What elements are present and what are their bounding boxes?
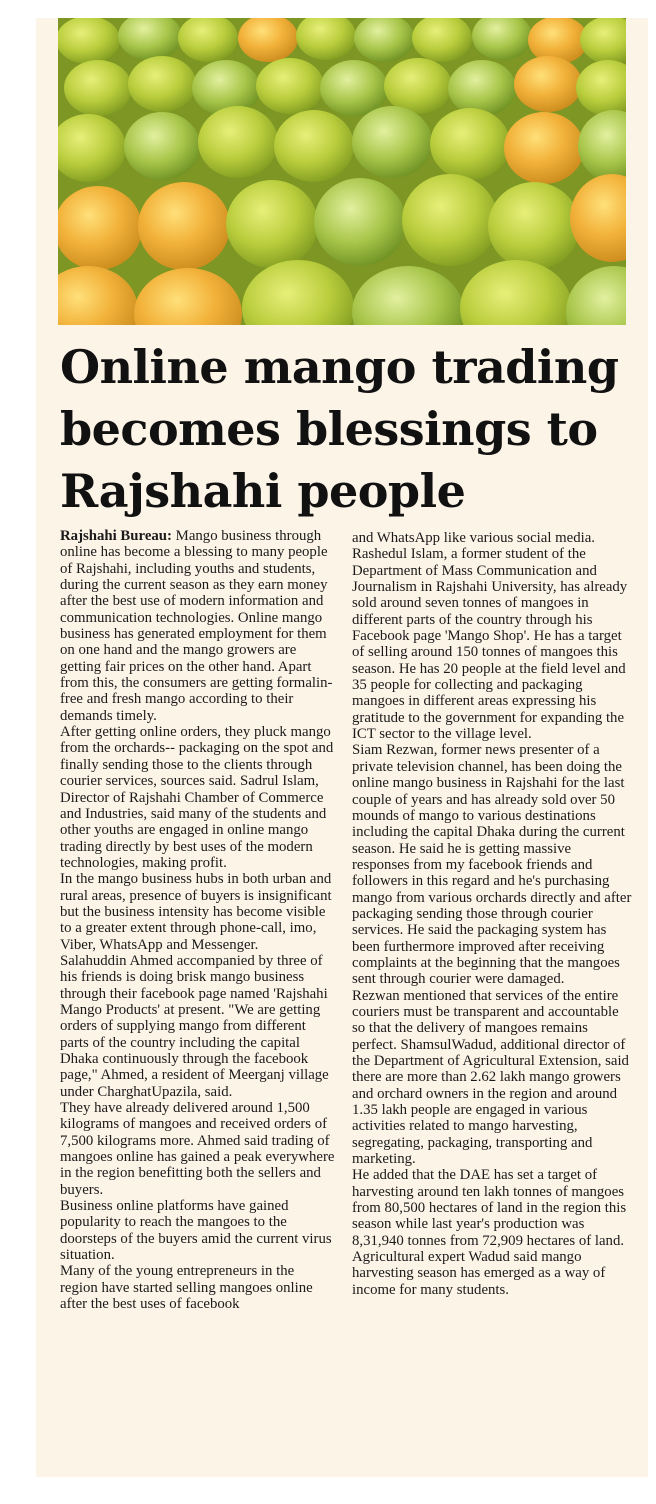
article-paragraph: In the mango business hubs in both urban and rural areas, presence of buyers is insignificant but the business intensity has become visible to a greater extent through phone-call, imo, Viber, WhatsApp and Messenger. xyxy=(60,871,332,953)
newspaper-clipping xyxy=(36,18,648,1477)
article-headline: Online mango trading becomes blessings to Rajshahi people xyxy=(60,340,619,518)
paragraph-text: Mango business through online has become a blessing to many people of Rajshahi, including youths and students, during the current season as they earn money after the best use of modern information and communication technologies. Online mango business has generated employment for them on one hand and the mango growers are getting fair prices on the other hand. Apart from this, the consumers are getting formalin-free and fresh mango according to their demands timely. xyxy=(60,528,333,724)
article-paragraph: Many of the young entrepreneurs in the region have started selling mangoes online after the best uses of facebook xyxy=(60,1263,313,1313)
article-paragraph: Rezwan mentioned that services of the entire couriers must be transparent and accountable so that the delivery of mangoes remains perfect. ShamsulWadud, additional director of the Department of Agricultural Extension, said there are more than 2.62 lakh mango growers and orchard owners in the region and around 1.35 lakh people are engaged in various activities related to mango harvesting, segregating, packaging, transporting and marketing. xyxy=(352,987,629,1168)
article-paragraph: Business online platforms have gained popularity to reach the mangoes to the doorsteps of the buyers amid the current virus situation. xyxy=(60,1198,332,1264)
article-paragraph: After getting online orders, they pluck mango from the orchards-- packaging on the spot and finally sending those to the clients through courier services, sources said. Sadrul Islam, Director of Rajshahi Chamber of Commerce and Industries, said many of the students and other youths are engaged in online mango trading directly by best uses of the modern technologies, making profit. xyxy=(60,724,334,871)
article-paragraph: and WhatsApp like various social media. xyxy=(352,530,595,546)
article-paragraph xyxy=(60,528,335,724)
article-paragraph: They have already delivered around 1,500 kilograms of mangoes and received orders of 7,500 kilograms more. Ahmed said trading of mangoes online has gained a peak everywhere in the region benefitting both the sellers and buyers. xyxy=(60,1100,335,1198)
article-column-left xyxy=(60,528,335,1313)
article-column-right xyxy=(352,530,632,1298)
article-paragraph: Salahuddin Ahmed accompanied by three of his friends is doing brisk mango business through their facebook page named 'Rajshahi Mango Products' at present. "We are getting orders of supplying mango from different parts of the country including the capital Dhaka continuously through the facebook page," Ahmed, a resident of Meerganj village under CharghatUpazila, said. xyxy=(60,952,329,1100)
article-dateline: Rajshahi Bureau: xyxy=(60,528,172,544)
article-paragraph: Rashedul Islam, a former student of the Department of Mass Communication and Journalism in Rajshahi University, has already sold around seven tonnes of mangoes in different parts of the country through his Facebook page 'Mango Shop'. He has a target of selling around 150 tonnes of mangoes this season. He has 20 people at the field level and 35 people for collecting and packaging mangoes in different areas expressing his gratitude to the government for expanding the ICT sector to the village level. xyxy=(352,546,628,743)
article-paragraph: He added that the DAE has set a target of harvesting around ten lakh tonnes of mangoes from 80,500 hectares of land in the region this season while last year's production was 8,31,940 tonnes from 72,909 hectares of land. xyxy=(352,1167,627,1249)
article-paragraph: Agricultural expert Wadud said mango harvesting season has emerged as a way of income for many students. xyxy=(352,1249,606,1298)
mango-photo xyxy=(58,18,626,325)
article-paragraph: Siam Rezwan, former news presenter of a private television channel, has been doing the online mango business in Rajshahi for the last couple of years and has already sold over 50 mounds of mango to various destinations including the capital Dhaka during the current season. He said he is getting massive responses from my facebook friends and followers in this regard and he's purchasing mango from various orchards directly and after packaging sending those through courier services. He said the packaging system has been furthermore improved after receiving complaints at the beginning that the mangoes sent through courier were damaged. xyxy=(352,742,632,988)
mango-pile-illustration xyxy=(58,18,626,325)
